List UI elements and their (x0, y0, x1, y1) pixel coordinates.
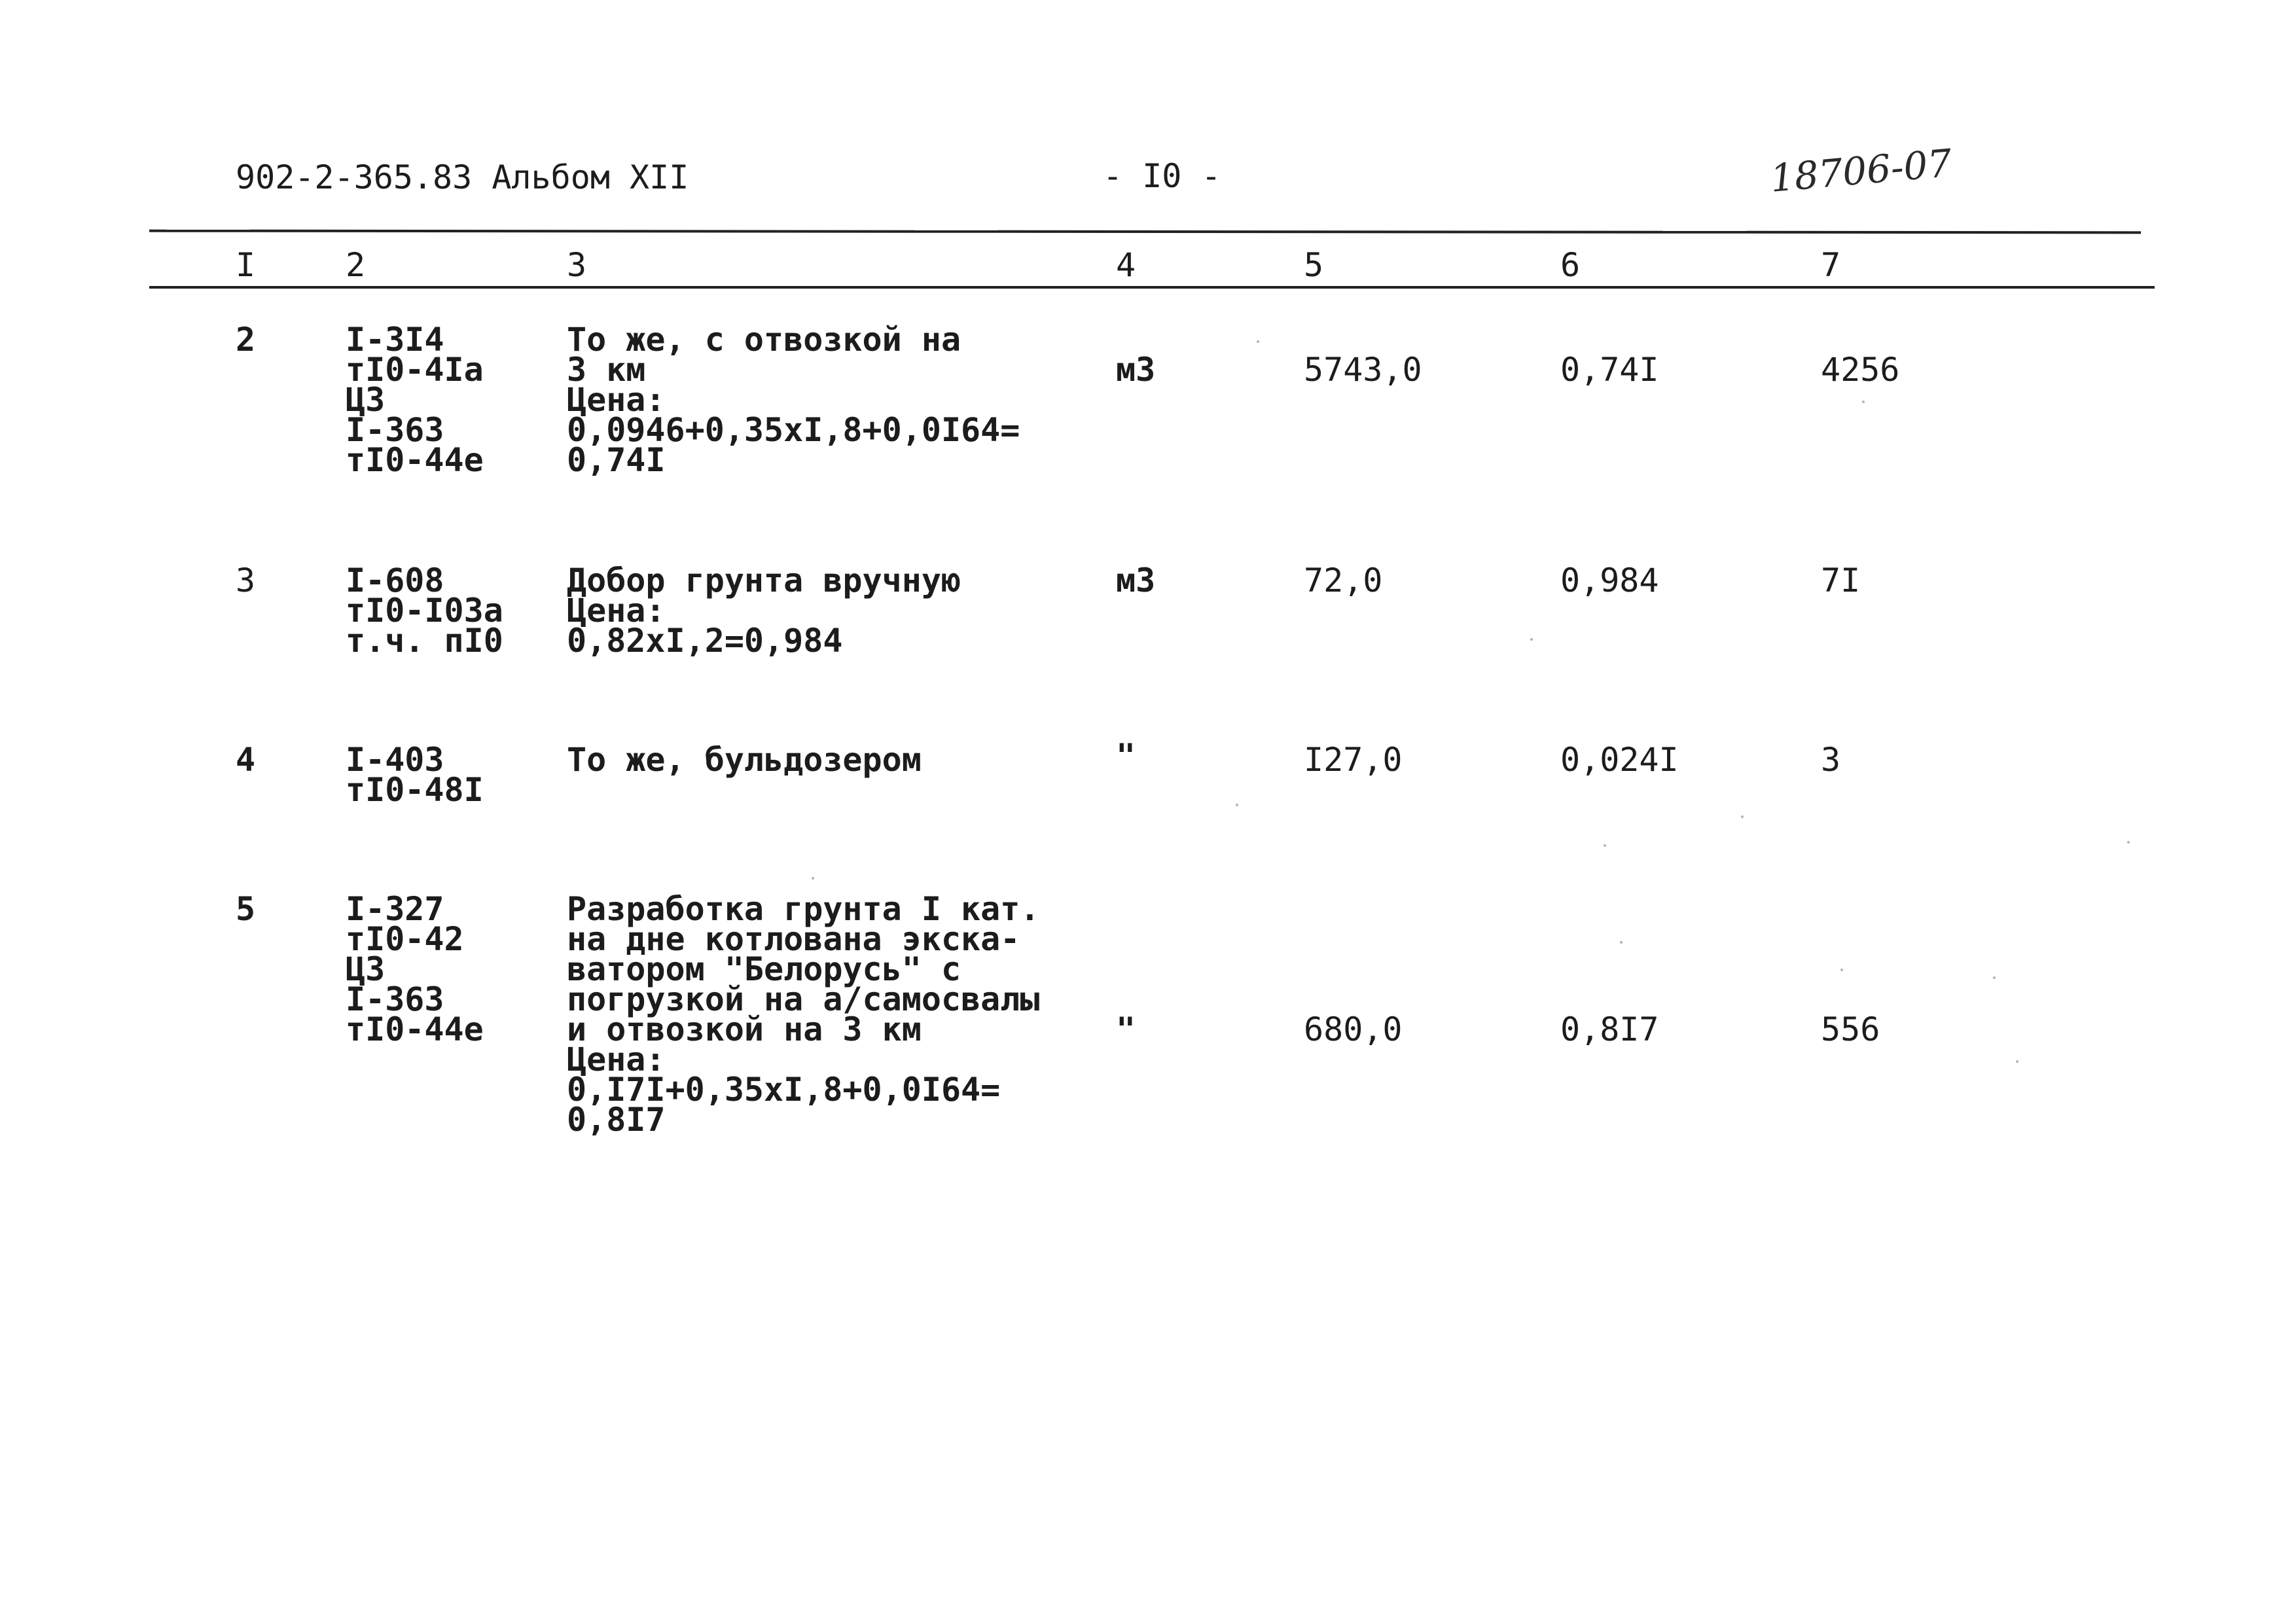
scan-speck (1236, 804, 1238, 806)
row-unit: " (1116, 737, 1136, 775)
column-header-2: 2 (346, 246, 366, 284)
scan-speck (1604, 844, 1606, 847)
row-quantity: 680,0 (1304, 1010, 1403, 1048)
row-quantity: 5743,0 (1304, 351, 1422, 389)
scan-speck (1741, 815, 1744, 818)
row-number: 5 (236, 890, 256, 928)
row-total: 3 (1821, 741, 1841, 779)
row-total: 7I (1821, 562, 1861, 599)
row-code: I-403 тI0-48I (346, 741, 484, 809)
column-header-7: 7 (1821, 246, 1841, 284)
row-quantity: 72,0 (1304, 562, 1383, 599)
row-description: То же, бульдозером (567, 741, 922, 779)
page-number: - I0 - (1103, 157, 1221, 195)
scan-speck (1993, 976, 1996, 979)
column-header-6: 6 (1560, 246, 1581, 284)
row-quantity: I27,0 (1304, 741, 1403, 779)
row-description: Разработка грунта I кат. на дне котлована экска- ватором "Белорусь" с погрузкой на а/самосвалы и отвозкой на 3 км Цена: 0,I7I+0,35хI,8+0,0I64= 0,8I7 (567, 890, 1040, 1139)
row-number: 2 (236, 321, 256, 359)
row-unit: " (1116, 1010, 1136, 1048)
scan-speck (1257, 340, 1259, 343)
column-header-5: 5 (1304, 246, 1324, 284)
row-number: 3 (236, 562, 256, 599)
row-unit-price: 0,024I (1560, 741, 1679, 779)
column-header-4: 4 (1116, 246, 1136, 284)
row-unit-price: 0,984 (1560, 562, 1659, 599)
scan-speck (1530, 638, 1533, 641)
row-total: 556 (1821, 1010, 1880, 1048)
row-description: То же, с отвозкой на 3 км Цена: 0,0946+0,35хI,8+0,0I64= 0,74I (567, 321, 1020, 479)
row-code: I-327 тI0-42 Ц3 I-363 тI0-44е (346, 890, 484, 1048)
row-total: 4256 (1821, 351, 1900, 389)
scan-speck (812, 877, 814, 880)
row-unit-price: 0,74I (1560, 351, 1659, 389)
row-unit: м3 (1116, 351, 1156, 389)
table-header-rule (149, 286, 2155, 289)
row-code: I-3I4 тI0-4Iа Ц3 I-363 тI0-44е (346, 321, 484, 479)
scan-speck (1840, 969, 1843, 971)
row-number: 4 (236, 741, 256, 779)
column-header-3: 3 (567, 246, 587, 284)
row-description: Добор грунта вручную Цена: 0,82хI,2=0,984 (567, 562, 961, 660)
row-unit: м3 (1116, 562, 1156, 599)
column-header-1: I (236, 246, 256, 284)
scan-speck (2016, 1060, 2018, 1063)
document-code: 902-2-365.83 Альбом XII (236, 158, 689, 196)
row-unit-price: 0,8I7 (1560, 1010, 1659, 1048)
scan-speck (1862, 401, 1865, 403)
table-top-rule (149, 230, 2141, 234)
row-code: I-608 тI0-I03а т.ч. пI0 (346, 562, 503, 660)
scan-speck (2127, 841, 2130, 844)
handwritten-number: 18706-07 (1768, 140, 1954, 201)
scan-speck (1620, 941, 1623, 944)
